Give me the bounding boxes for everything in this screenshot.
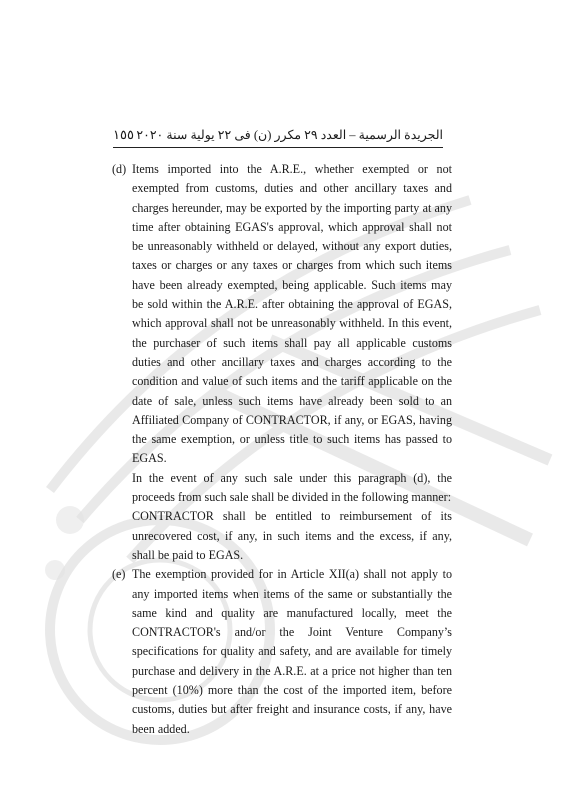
clause-marker: (d) (112, 162, 127, 176)
clause-e (112, 565, 452, 739)
clause-paragraph: Items imported into the A.R.E., whether exempted or not exempted from customs, duties and other ancillary taxes and charges hereunder, may be exported by the importing party at any time after obtaining EGAS's approval, which approval shall not be unreasonably withheld or delayed, without any export duties, taxes or charges or any taxes or charges from which such items have been already exempted, being applicable. Such items may be sold within the A.R.E. after obtaining the approval of EGAS, which approval shall not be unreasonably withheld. In this event, the purchaser of such items shall pay all applicable customs duties and other ancillary taxes and charges according to the condition and value of such items and the tariff applicable on the date of sale, unless such items have already been sold to an Affiliated Company of CONTRACTOR, if any, or EGAS, having the same exemption, or unless title to such items has passed to EGAS. (132, 162, 452, 466)
header-rule (113, 147, 443, 148)
clause-paragraph: CONTRACTOR shall be entitled to reimbursement of its unrecovered cost, if any, in such items and the excess, if any, shall be paid to EGAS. (132, 509, 452, 562)
page-number: ١٥٥ (113, 127, 134, 142)
gazette-title: الجريدة الرسمية – العدد ٢٩ مكرر (ن) فى ٢٢ يولية سنة ٢٠٢٠ (136, 128, 443, 142)
clause-paragraph: The exemption provided for in Article XII(a) shall not apply to any imported items when items of the same or substantially the same kind and quality are manufactured locally, meet the CONTRACTOR's and/or the Joint Venture Company’s specifications for quality and safety, and are available for timely purchase and delivery in the A.R.E. at a price not higher than ten percent (10%) more than the cost of the imported item, before customs, duties but after freight and insurance costs, if any, have been added. (132, 567, 452, 736)
clause-d (112, 160, 452, 565)
clause-paragraph: In the event of any such sale under this paragraph (d), the proceeds from such sale shall be divided in the following manner: (132, 470, 452, 505)
document-body (112, 160, 452, 739)
clause-marker: (e) (112, 567, 126, 582)
page-header (113, 127, 443, 143)
